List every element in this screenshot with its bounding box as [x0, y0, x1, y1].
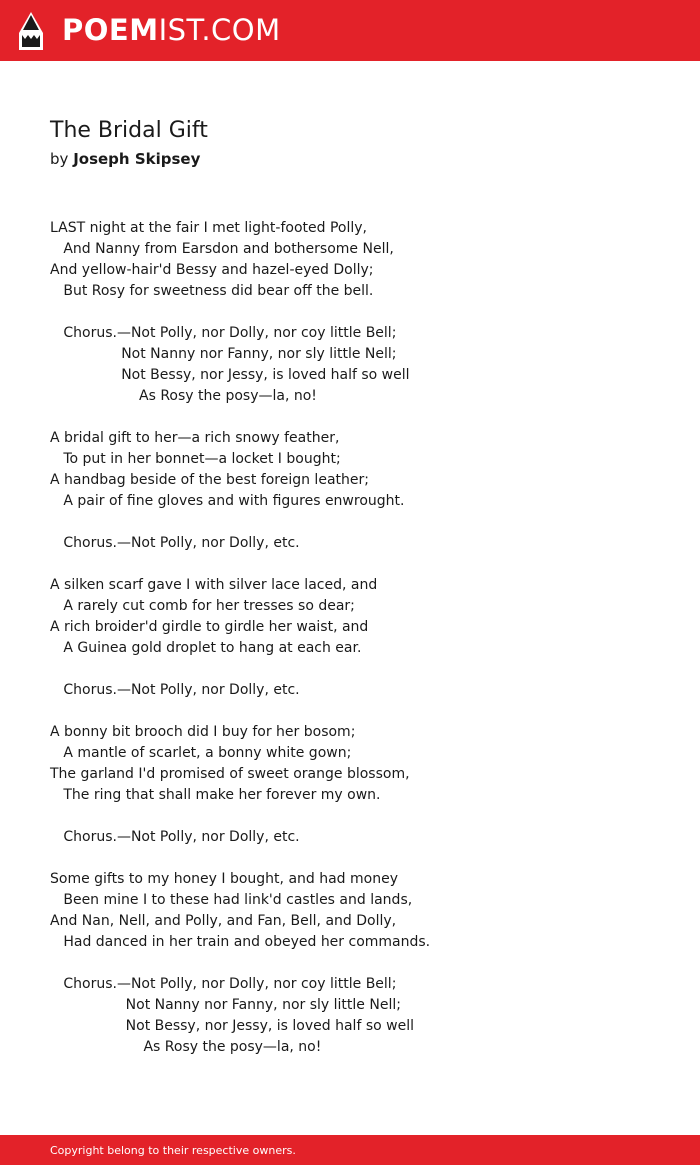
poem-line: Chorus.—Not Polly, nor Dolly, etc.	[50, 535, 300, 551]
poem-line: The garland I'd promised of sweet orange blossom,	[50, 766, 410, 782]
poem-line: Some gifts to my honey I bought, and had money	[50, 871, 398, 887]
stanza-gap	[50, 512, 670, 533]
poem-line: Chorus.—Not Polly, nor Dolly, nor coy little Bell;	[50, 325, 397, 341]
poem-body	[50, 218, 670, 1058]
poem-line: Had danced in her train and obeyed her commands.	[50, 934, 431, 950]
poem-line: Been mine I to these had link'd castles and lands,	[50, 892, 413, 908]
poem-line: A pair of fine gloves and with figures enwrought.	[50, 493, 405, 509]
poem-line: A silken scarf gave I with silver lace laced, and	[50, 577, 378, 593]
poem-line: Chorus.—Not Polly, nor Dolly, etc.	[50, 829, 300, 845]
stanza-gap	[50, 659, 670, 680]
poem-line: A mantle of scarlet, a bonny white gown;	[50, 745, 352, 761]
poem-title: The Bridal Gift	[50, 118, 208, 143]
poem-line: A rarely cut comb for her tresses so dear;	[50, 598, 355, 614]
poem-line: And yellow-hair'd Bessy and hazel-eyed Dolly;	[50, 262, 374, 278]
poem-line: A bridal gift to her—a rich snowy feather,	[50, 430, 340, 446]
site-footer	[0, 1135, 700, 1165]
copyright-text: Copyright belong to their respective owners.	[50, 1143, 296, 1157]
poem-line: Not Nanny nor Fanny, nor sly little Nell;	[50, 346, 397, 362]
stanza-gap	[50, 701, 670, 722]
poem-line: But Rosy for sweetness did bear off the bell.	[50, 283, 374, 299]
poem-line: A handbag beside of the best foreign leather;	[50, 472, 369, 488]
poem-line: Not Bessy, nor Jessy, is loved half so well	[50, 1018, 414, 1034]
poem-line: A Guinea gold droplet to hang at each ear.	[50, 640, 362, 656]
stanza-gap	[50, 806, 670, 827]
site-brand-link[interactable]	[62, 13, 281, 47]
poem-byline	[50, 150, 200, 168]
pencil-logo-icon[interactable]	[18, 11, 44, 51]
stanza-gap	[50, 953, 670, 974]
poem-line: Chorus.—Not Polly, nor Dolly, nor coy little Bell;	[50, 976, 397, 992]
site-header	[0, 0, 700, 61]
stanza-gap	[50, 848, 670, 869]
poem-line: And Nanny from Earsdon and bothersome Nell,	[50, 241, 394, 257]
poem-line: As Rosy the posy—la, no!	[50, 1039, 322, 1055]
poem-line: To put in her bonnet—a locket I bought;	[50, 451, 341, 467]
poem-line: LAST night at the fair I met light-footed Polly,	[50, 220, 367, 236]
poem-line: Not Nanny nor Fanny, nor sly little Nell;	[50, 997, 401, 1013]
poem-line: Not Bessy, nor Jessy, is loved half so well	[50, 367, 410, 383]
poem-line: As Rosy the posy—la, no!	[50, 388, 317, 404]
stanza-gap	[50, 302, 670, 323]
poem-line: A bonny bit brooch did I buy for her bosom;	[50, 724, 356, 740]
poem-line: Chorus.—Not Polly, nor Dolly, etc.	[50, 682, 300, 698]
stanza-gap	[50, 554, 670, 575]
poem-line: A rich broider'd girdle to girdle her waist, and	[50, 619, 369, 635]
brand-bold-text: POEM	[62, 13, 159, 47]
by-label: by	[50, 150, 69, 168]
stanza-gap	[50, 407, 670, 428]
poem-line: The ring that shall make her forever my own.	[50, 787, 381, 803]
brand-light-text: IST.COM	[158, 13, 281, 47]
author-name: Joseph Skipsey	[73, 150, 201, 168]
poem-line: And Nan, Nell, and Polly, and Fan, Bell, and Dolly,	[50, 913, 397, 929]
